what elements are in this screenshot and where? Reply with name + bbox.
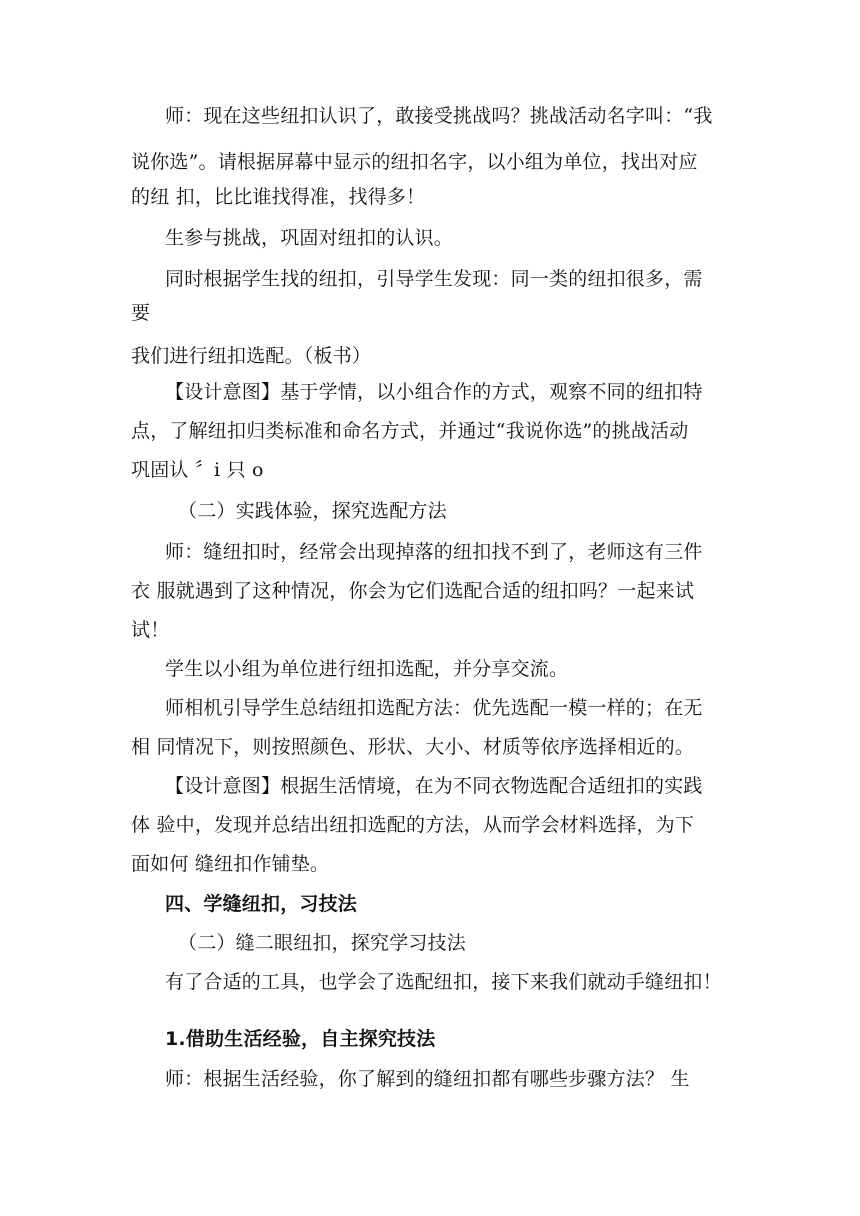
- section-heading: 四、学缝纽扣，习技法: [165, 893, 358, 915]
- paragraph-line: 师：缝纽扣时，经常会出现掉落的纽扣找不到了，老师这有三件: [165, 541, 703, 563]
- section-subheading: （二）实践体验，探究选配方法: [178, 500, 447, 522]
- paragraph-line: 巩固认 〞i 只 o: [131, 459, 264, 481]
- paragraph-line: 师相机引导学生总结纽扣选配方法：优先选配一模一样的；在无: [165, 697, 703, 719]
- section-subheading: （二）缝二眼纽扣，探究学习技法: [178, 932, 467, 954]
- paragraph-line: 师：现在这些纽扣认识了，敢接受挑战吗？挑战活动名字叫：“我: [165, 105, 713, 127]
- paragraph-line: 相 同情况下，则按照颜色、形状、大小、材质等依序选择相近的。: [131, 736, 695, 758]
- paragraph-line: 师：根据生活经验，你了解到的缝纽扣都有哪些步骤方法？ 生: [165, 1068, 690, 1090]
- paragraph-line: 要: [131, 302, 151, 324]
- paragraph-line: 面如何 缝纽扣作铺垫。: [131, 853, 330, 875]
- paragraph-line: 说你选”。请根据屏幕中显示的纽扣名字，以小组为单位，找出对应: [131, 151, 698, 173]
- paragraph-line: 同时根据学生找的纽扣，引导学生发现：同一类的纽扣很多，需: [165, 268, 703, 290]
- paragraph-line: 试！: [131, 619, 170, 641]
- paragraph-line: 体 验中，发现并总结出纽扣选配的方法，从而学会材料选择，为下: [131, 814, 695, 836]
- paragraph-line: 生参与挑战，巩固对纽扣的认识。: [165, 227, 454, 249]
- paragraph-line: 有了合适的工具，也学会了选配纽扣，接下来我们就动手缝纽扣！: [165, 971, 722, 993]
- paragraph-line: 【设计意图】基于学情，以小组合作的方式，观察不同的纽扣特: [165, 381, 703, 403]
- step-heading: 1.借助生活经验，自主探究技法: [165, 1028, 436, 1050]
- paragraph-line: 的纽 扣，比比谁找得准，找得多！: [131, 186, 426, 208]
- paragraph-line: 衣 服就遇到了这种情况，你会为它们选配合适的纽扣吗？一起来试: [131, 580, 695, 602]
- paragraph-line: 点，了解纽扣归类标准和命名方式，并通过“我说你选”的挑战活动: [131, 420, 689, 442]
- paragraph-line: 我们进行纽扣选配。（板书）: [131, 345, 372, 367]
- paragraph-line: 学生以小组为单位进行纽扣选配，并分享交流。: [165, 658, 569, 680]
- paragraph-line: 【设计意图】根据生活情境，在为不同衣物选配合适纽扣的实践: [165, 775, 703, 797]
